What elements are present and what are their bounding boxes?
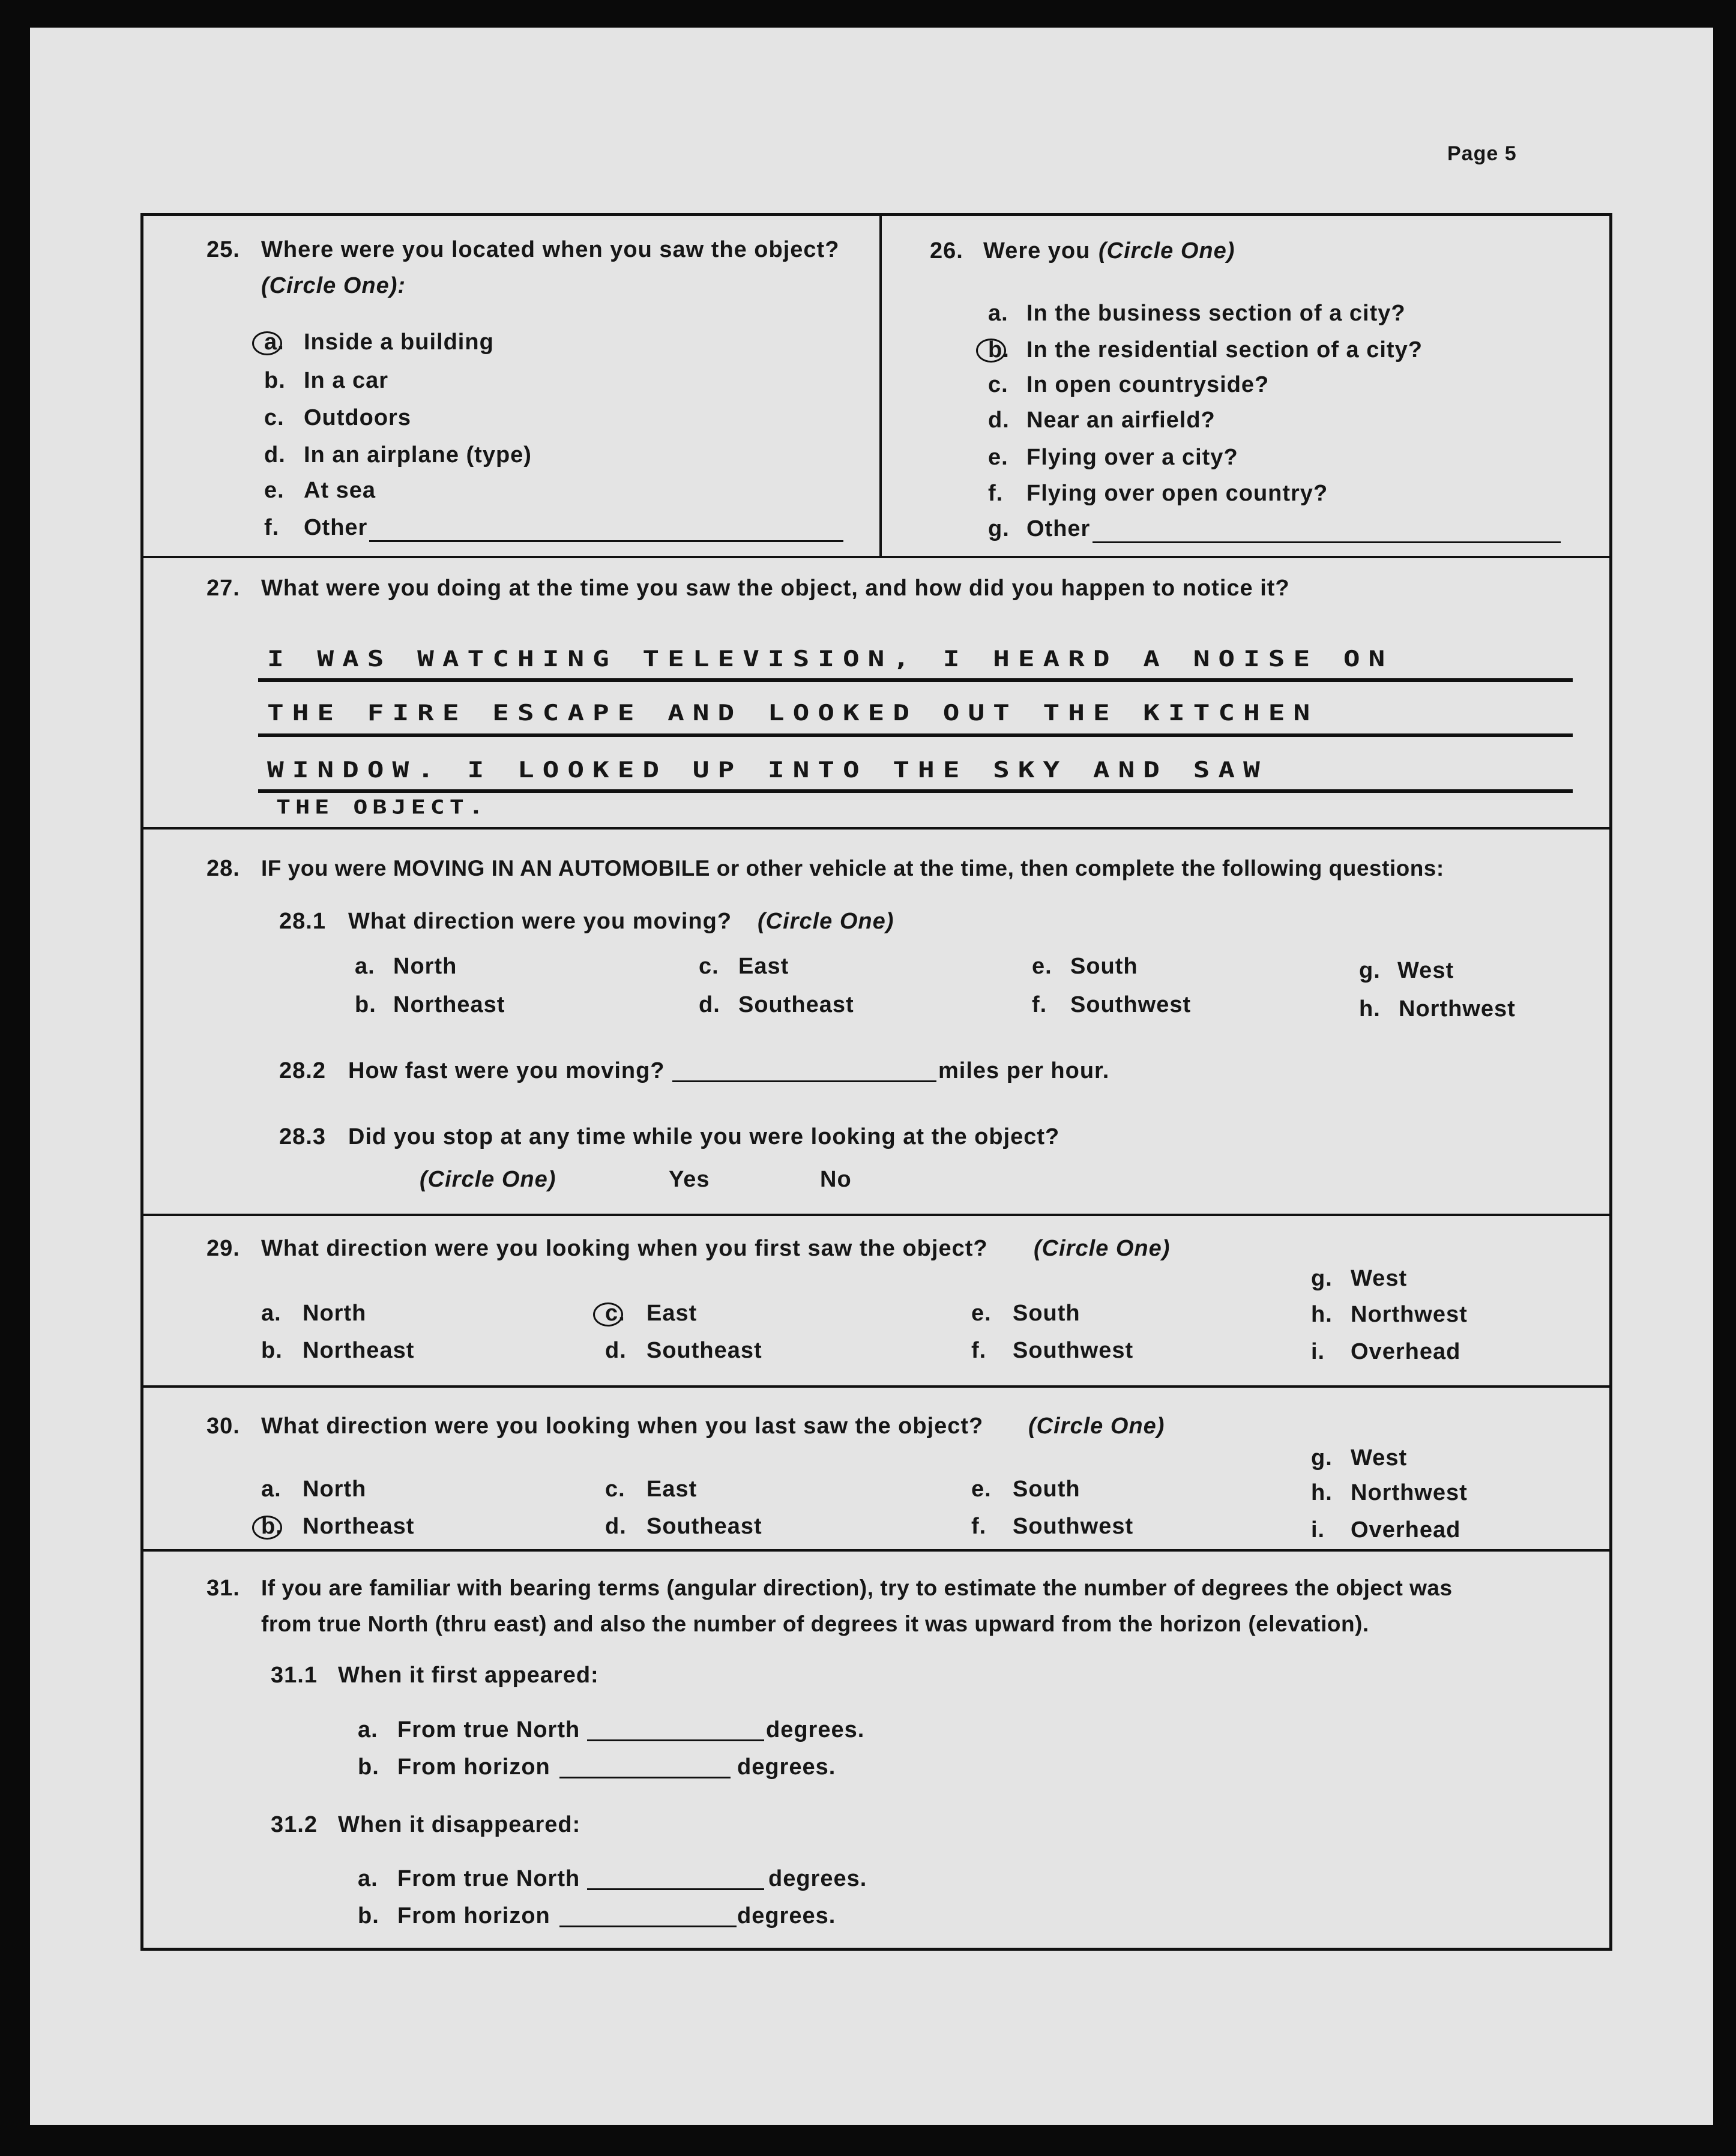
option-letter[interactable]: h. xyxy=(1359,996,1381,1022)
last-north-degrees-blank[interactable] xyxy=(587,1888,764,1890)
option-letter[interactable]: d. xyxy=(605,1338,627,1363)
option-south[interactable]: South xyxy=(1070,954,1138,979)
divider xyxy=(879,213,882,558)
divider xyxy=(140,1214,1612,1216)
field-label: From horizon xyxy=(397,1754,550,1780)
option-letter[interactable]: h. xyxy=(1311,1480,1333,1505)
item-letter: b. xyxy=(358,1903,379,1929)
option-letter[interactable]: d. xyxy=(699,992,720,1017)
divider xyxy=(140,1549,1612,1552)
option-letter[interactable]: g. xyxy=(1359,958,1381,983)
handwritten-answer-line: THE OBJECT. xyxy=(276,796,488,819)
option-east[interactable]: East xyxy=(738,954,789,979)
option-letter[interactable]: h. xyxy=(1311,1302,1333,1327)
option-northeast[interactable]: Northeast xyxy=(303,1338,415,1363)
option-letter[interactable]: b. xyxy=(355,992,376,1017)
field-label: From true North xyxy=(397,1866,580,1891)
item-letter: a. xyxy=(358,1717,378,1742)
option-at-sea[interactable]: At sea xyxy=(304,478,376,503)
unit-label: degrees. xyxy=(737,1754,836,1780)
subquestion-text: What direction were you moving? xyxy=(348,909,732,934)
option-overhead[interactable]: Overhead xyxy=(1351,1339,1461,1364)
option-letter[interactable]: a. xyxy=(261,1477,282,1502)
field-label: From horizon xyxy=(397,1903,550,1929)
option-other[interactable]: Other xyxy=(304,515,368,540)
option-south[interactable]: South xyxy=(1013,1301,1080,1326)
option-northwest[interactable]: Northwest xyxy=(1351,1302,1468,1327)
instruction: (Circle One) xyxy=(1099,238,1235,263)
option-north[interactable]: North xyxy=(303,1477,367,1502)
answer-line xyxy=(258,789,1573,793)
subquestion-text: Did you stop at any time while you were looking at the object? xyxy=(348,1124,1060,1149)
option-airfield[interactable]: Near an airfield? xyxy=(1026,408,1216,433)
option-letter[interactable]: c. xyxy=(605,1301,625,1326)
option-southwest[interactable]: Southwest xyxy=(1013,1514,1134,1539)
option-yes[interactable]: Yes xyxy=(669,1167,710,1192)
speed-blank[interactable] xyxy=(672,1080,936,1082)
option-southwest[interactable]: Southwest xyxy=(1013,1338,1134,1363)
question-text: Were you xyxy=(983,238,1091,263)
option-letter[interactable]: f. xyxy=(1032,992,1047,1017)
question-number: 29. xyxy=(206,1236,240,1261)
option-letter[interactable]: c. xyxy=(988,372,1008,397)
answer-line xyxy=(258,733,1573,737)
option-letter[interactable]: e. xyxy=(988,445,1008,470)
question-number: 28. xyxy=(206,856,240,881)
option-letter[interactable]: c. xyxy=(605,1477,625,1502)
option-southeast[interactable]: Southeast xyxy=(646,1514,762,1539)
option-letter[interactable]: a. xyxy=(264,330,285,355)
unit-label: degrees. xyxy=(768,1866,867,1891)
question-text: What direction were you looking when you last saw the object? xyxy=(261,1414,984,1439)
option-business[interactable]: In the business section of a city? xyxy=(1026,301,1406,326)
divider xyxy=(140,1385,1612,1388)
option-letter[interactable]: c. xyxy=(264,405,285,430)
option-letter[interactable]: e. xyxy=(971,1301,992,1326)
question-number: 27. xyxy=(206,576,240,601)
subquestion-text: When it first appeared: xyxy=(338,1663,599,1688)
option-letter[interactable]: e. xyxy=(264,478,285,503)
option-southeast[interactable]: Southeast xyxy=(646,1338,762,1363)
handwritten-answer-line: THE FIRE ESCAPE AND LOOKED OUT THE KITCHEN xyxy=(267,699,1319,726)
question-text: IF you were MOVING IN AN AUTOMOBILE or other vehicle at the time, then complete the following questions: xyxy=(261,856,1444,881)
option-no[interactable]: No xyxy=(820,1167,852,1192)
question-number: 31. xyxy=(206,1576,240,1601)
unit-label: miles per hour. xyxy=(938,1058,1110,1083)
option-letter[interactable]: b. xyxy=(261,1514,283,1539)
option-in-car[interactable]: In a car xyxy=(304,368,389,393)
option-letter[interactable]: d. xyxy=(264,442,286,468)
option-letter[interactable]: c. xyxy=(699,954,719,979)
option-letter[interactable]: d. xyxy=(988,408,1010,433)
option-letter[interactable]: f. xyxy=(988,481,1004,506)
option-southeast[interactable]: Southeast xyxy=(738,992,854,1017)
divider xyxy=(140,556,1612,558)
question-text: If you are familiar with bearing terms (angular direction), try to estimate the number of degrees the object was xyxy=(261,1576,1453,1600)
option-east[interactable]: East xyxy=(646,1477,698,1502)
option-letter[interactable]: e. xyxy=(1032,954,1052,979)
option-letter[interactable]: a. xyxy=(261,1301,282,1326)
instruction: (Circle One) xyxy=(1028,1414,1165,1439)
option-letter[interactable]: d. xyxy=(605,1514,627,1539)
option-southwest[interactable]: Southwest xyxy=(1070,992,1192,1017)
option-west[interactable]: West xyxy=(1351,1445,1408,1471)
option-east[interactable]: East xyxy=(646,1301,698,1326)
page-number: Page 5 xyxy=(1447,142,1517,165)
other-blank[interactable] xyxy=(369,540,843,542)
option-letter[interactable]: f. xyxy=(971,1338,987,1363)
option-letter[interactable]: b. xyxy=(988,337,1010,363)
unit-label: degrees. xyxy=(737,1903,836,1929)
option-northeast[interactable]: Northeast xyxy=(393,992,505,1017)
item-letter: a. xyxy=(358,1866,378,1891)
option-letter[interactable]: i. xyxy=(1311,1517,1325,1543)
instruction: (Circle One) xyxy=(758,909,894,934)
subquestion-number: 31.2 xyxy=(271,1812,318,1837)
option-airplane[interactable]: In an airplane (type) xyxy=(304,442,532,468)
divider xyxy=(140,827,1612,830)
option-north[interactable]: North xyxy=(303,1301,367,1326)
subquestion-number: 28.1 xyxy=(279,909,326,934)
last-horizon-degrees-blank[interactable] xyxy=(559,1926,737,1927)
option-flying-country[interactable]: Flying over open country? xyxy=(1026,481,1328,506)
option-residential[interactable]: In the residential section of a city? xyxy=(1026,337,1423,363)
option-northeast[interactable]: Northeast xyxy=(303,1514,415,1539)
handwritten-answer-line: WINDOW. I LOOKED UP INTO THE SKY AND SAW xyxy=(267,756,1268,783)
option-letter[interactable]: f. xyxy=(971,1514,987,1539)
option-other[interactable]: Other xyxy=(1026,516,1091,541)
option-northwest[interactable]: Northwest xyxy=(1399,996,1516,1022)
question-number: 25. xyxy=(206,237,240,262)
option-outdoors[interactable]: Outdoors xyxy=(304,405,411,430)
subquestion-number: 28.2 xyxy=(279,1058,326,1083)
option-overhead[interactable]: Overhead xyxy=(1351,1517,1461,1543)
instruction: (Circle One) xyxy=(420,1167,556,1192)
question-number: 26. xyxy=(930,238,963,263)
subquestion-text: How fast were you moving? xyxy=(348,1058,665,1083)
subquestion-number: 28.3 xyxy=(279,1124,326,1149)
option-letter[interactable]: g. xyxy=(1311,1445,1333,1471)
first-north-degrees-blank[interactable] xyxy=(587,1739,764,1741)
question-text: Where were you located when you saw the object? xyxy=(261,237,840,262)
option-west[interactable]: West xyxy=(1397,958,1454,983)
question-number: 30. xyxy=(206,1414,240,1439)
question-text: What were you doing at the time you saw the object, and how did you happen to notice it? xyxy=(261,576,1290,601)
option-northwest[interactable]: Northwest xyxy=(1351,1480,1468,1505)
option-letter[interactable]: g. xyxy=(988,516,1010,541)
question-text: What direction were you looking when you first saw the object? xyxy=(261,1236,988,1261)
question-text: from true North (thru east) and also the number of degrees it was upward from the horizon (elevation). xyxy=(261,1612,1369,1636)
handwritten-answer-line: I WAS WATCHING TELEVISION, I HEARD A NOISE ON xyxy=(267,645,1394,672)
option-inside-building[interactable]: Inside a building xyxy=(304,330,494,355)
option-letter[interactable]: f. xyxy=(264,515,280,540)
instruction: (Circle One) xyxy=(1034,1236,1171,1261)
subquestion-text: When it disappeared: xyxy=(338,1812,581,1837)
option-letter[interactable]: a. xyxy=(988,301,1008,326)
option-letter[interactable]: e. xyxy=(971,1477,992,1502)
option-letter[interactable]: b. xyxy=(264,368,286,393)
first-horizon-degrees-blank[interactable] xyxy=(559,1777,731,1778)
other-blank[interactable] xyxy=(1093,541,1561,543)
option-letter[interactable]: a. xyxy=(355,954,375,979)
option-letter[interactable]: b. xyxy=(261,1338,283,1363)
answer-line xyxy=(258,678,1573,682)
option-north[interactable]: North xyxy=(393,954,457,979)
option-flying-city[interactable]: Flying over a city? xyxy=(1026,445,1238,470)
option-letter[interactable]: i. xyxy=(1311,1339,1325,1364)
option-south[interactable]: South xyxy=(1013,1477,1080,1502)
unit-label: degrees. xyxy=(766,1717,865,1742)
option-west[interactable]: West xyxy=(1351,1266,1408,1291)
instruction: (Circle One): xyxy=(261,273,406,298)
option-countryside[interactable]: In open countryside? xyxy=(1026,372,1270,397)
item-letter: b. xyxy=(358,1754,379,1780)
field-label: From true North xyxy=(397,1717,580,1742)
option-letter[interactable]: g. xyxy=(1311,1266,1333,1291)
subquestion-number: 31.1 xyxy=(271,1663,318,1688)
